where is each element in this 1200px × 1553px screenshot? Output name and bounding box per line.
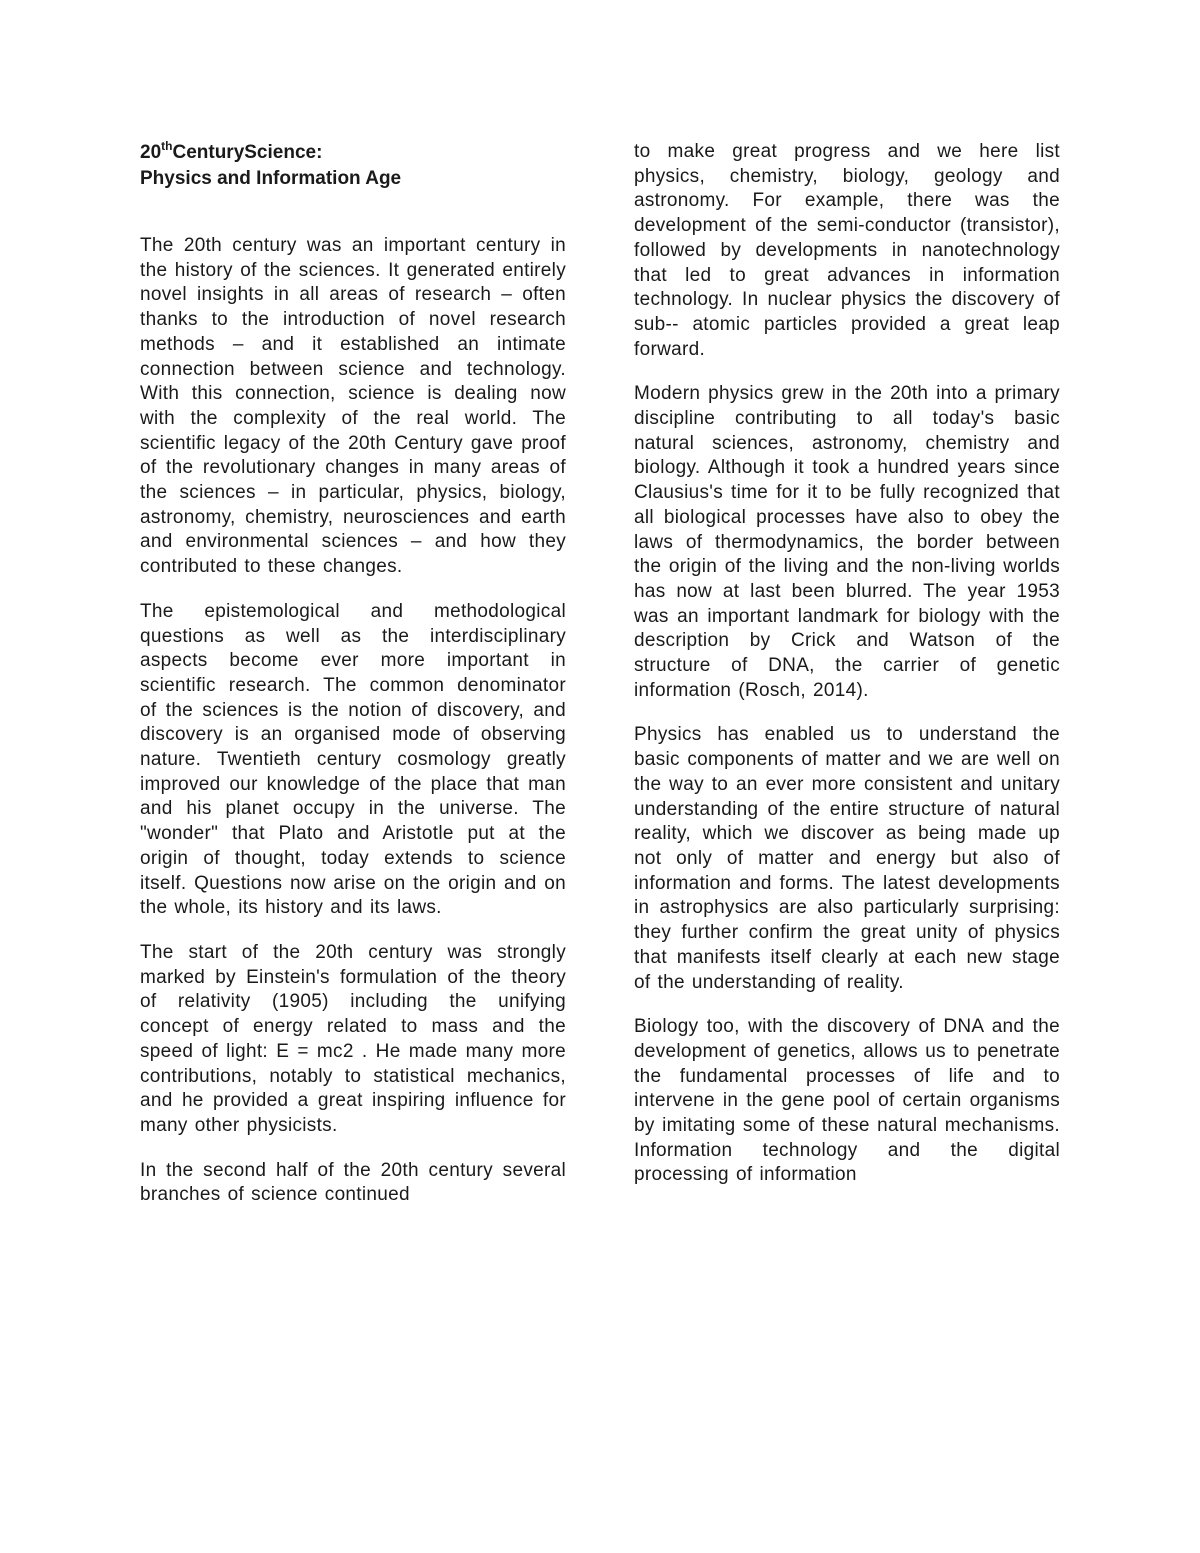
paragraph: Modern physics grew in the 20th into a primary discipline contributing to all today's basic natural sciences, astronomy, chemistry and biology. Although it took a hundred years since Clausius's time for it to be fully recognized that all biological processes have also to obey the laws of thermodynamics, the border between the origin of the living and the non-living worlds has now at last been blurred. The year 1953 was an important landmark for biology with the description by Crick and Watson of the structure of DNA, the carrier of genetic information (Rosch, 2014). bbox=[634, 383, 1060, 701]
title-superscript: th bbox=[161, 138, 173, 153]
title-prefix: 20 bbox=[140, 142, 162, 163]
paragraph: The start of the 20th century was strongly marked by Einstein's formulation of the theory of relativity (1905) including the unifying concept of energy related to mass and the speed of light: E = mc2 . He made many more contributions, notably to statistical mechanics, and he provided a great inspiring influence for many other physicists. bbox=[140, 941, 566, 1136]
document-title bbox=[140, 140, 566, 166]
paragraph: The 20th century was an important century in the history of the sciences. It generated entirely novel insights in all areas of research – often thanks to the introduction of novel research methods – and it established an intimate connection between science and technology. With this connection, science is dealing now with the complexity of the real world. The scientific legacy of the 20th Century gave proof of the revolutionary changes in many areas of the sciences – in particular, physics, biology, astronomy, chemistry, neurosciences and earth and environmental sciences – and how they contributed to these changes. bbox=[140, 235, 566, 578]
paragraph: to make great progress and we here list physics, chemistry, biology, geology and astronomy. For example, there was the development of the semi-conductor (transistor), followed by developments in nanotechnology that led to great advances in information technology. In nuclear physics the discovery of sub-- atomic particles provided a great leap forward. bbox=[634, 141, 1060, 360]
paragraph: The epistemological and methodological questions as well as the interdisciplinary aspects become ever more important in scientific research. The common denominator of the sciences is the notion of discovery, and discovery is an organised mode of observing nature. Twentieth century cosmology greatly improved our knowledge of the place that man and his planet occupy in the universe. The "wonder" that Plato and Aristotle put at the origin of thought, today extends to science itself. Questions now arise on the origin and on the whole, its history and its laws. bbox=[140, 600, 566, 919]
right-column bbox=[634, 140, 1060, 1208]
title-rest: CenturyScience: bbox=[172, 142, 323, 163]
paragraph: Biology too, with the discovery of DNA and the development of genetics, allows us to penetrate the fundamental processes of life and to intervene in the gene pool of certain organisms by imitating some of these natural mechanisms. Information technology and the digital processing of information bbox=[634, 1016, 1060, 1186]
document-subtitle: Physics and Information Age bbox=[140, 168, 402, 189]
paragraph: In the second half of the 20th century several branches of science continued bbox=[140, 1159, 566, 1206]
left-column bbox=[140, 140, 566, 1228]
paragraph: Physics has enabled us to understand the basic components of matter and we are well on the way to an ever more consistent and unitary understanding of the entire structure of natural reality, which we discover as being made up not only of matter and energy but also of information and forms. The latest developments in astrophysics are also particularly surprising: they further confirm the great unity of physics that manifests itself clearly at each new stage of the understanding of reality. bbox=[634, 724, 1060, 993]
